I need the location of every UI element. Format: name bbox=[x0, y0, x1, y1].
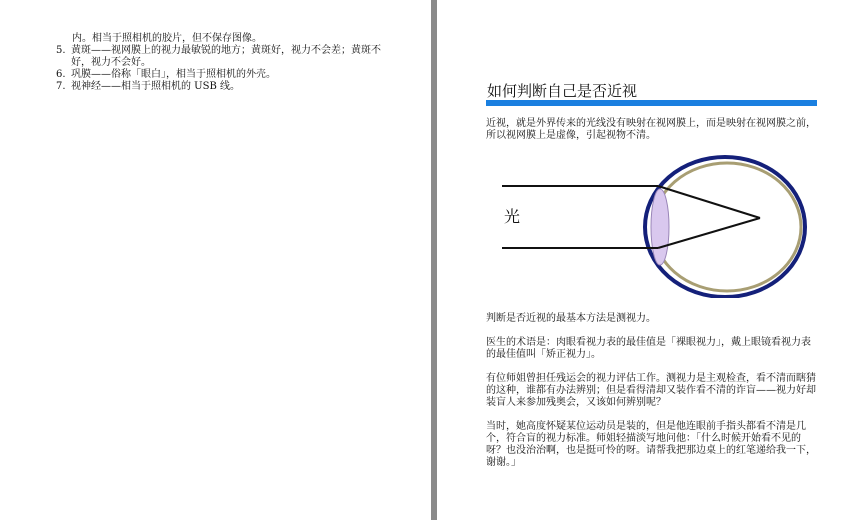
list-item bbox=[56, 81, 386, 93]
title-underline-bar bbox=[486, 100, 817, 106]
paragraph-terms: 医生的术语是：肉眼看视力表的最佳值是「裸眼视力」，戴上眼镜看视力表的最佳值叫「矫正视力」。 bbox=[486, 337, 811, 360]
list-text: 视神经——相当于照相机的 USB 线。 bbox=[71, 81, 240, 92]
list-number: 7. bbox=[56, 81, 66, 92]
eye-diagram-icon bbox=[492, 152, 810, 298]
eye-diagram-figure bbox=[492, 152, 810, 298]
list-number: 5. bbox=[56, 45, 66, 56]
light-label: 光 bbox=[504, 207, 521, 226]
list-item bbox=[56, 45, 386, 69]
right-page bbox=[437, 0, 868, 520]
section-title: 如何判断自己是否近视 bbox=[487, 82, 638, 100]
paragraph-method: 判断是否近视的最基本方法是测视力。 bbox=[486, 313, 656, 324]
paragraph-anecdote: 当时，她高度怀疑某位运动员是装的，但是他连眼前手指头都看不清是几个，符合盲的视力标准。师姐轻描淡写地问他：「什么时候开始看不见的呀？也没治治啊，也是挺可怜的呀。请帮我把那边桌上的红笔递给我一下，谢谢。」 bbox=[486, 421, 816, 468]
list-number: 6. bbox=[56, 69, 66, 80]
list-text: 巩膜——俗称「眼白」，相当于照相机的外壳。 bbox=[71, 69, 276, 80]
continuation-text: 内。相当于照相机的胶片，但不保存图像。 bbox=[72, 33, 262, 44]
left-page bbox=[0, 0, 431, 520]
paragraph-story: 有位师姐曾担任残运会的视力评估工作。测视力是主观检查，看不清而瞎猜的这种，谁都有办法辨别；但是看得清却又装作看不清的诈盲——视力好却装盲人来参加残奥会，又该如何辨别呢？ bbox=[486, 373, 816, 408]
eye-lens bbox=[651, 189, 669, 265]
paragraph-definition: 近视，就是外界传来的光线没有映射在视网膜上，而是映射在视网膜之前，所以视网膜上是虚像，引起视物不清。 bbox=[486, 118, 816, 141]
list-text: 黄斑——视网膜上的视力最敏锐的地方；黄斑好，视力不会差；黄斑不好，视力不会好。 bbox=[71, 45, 381, 68]
list-item bbox=[56, 69, 386, 81]
anatomy-list bbox=[56, 45, 386, 93]
